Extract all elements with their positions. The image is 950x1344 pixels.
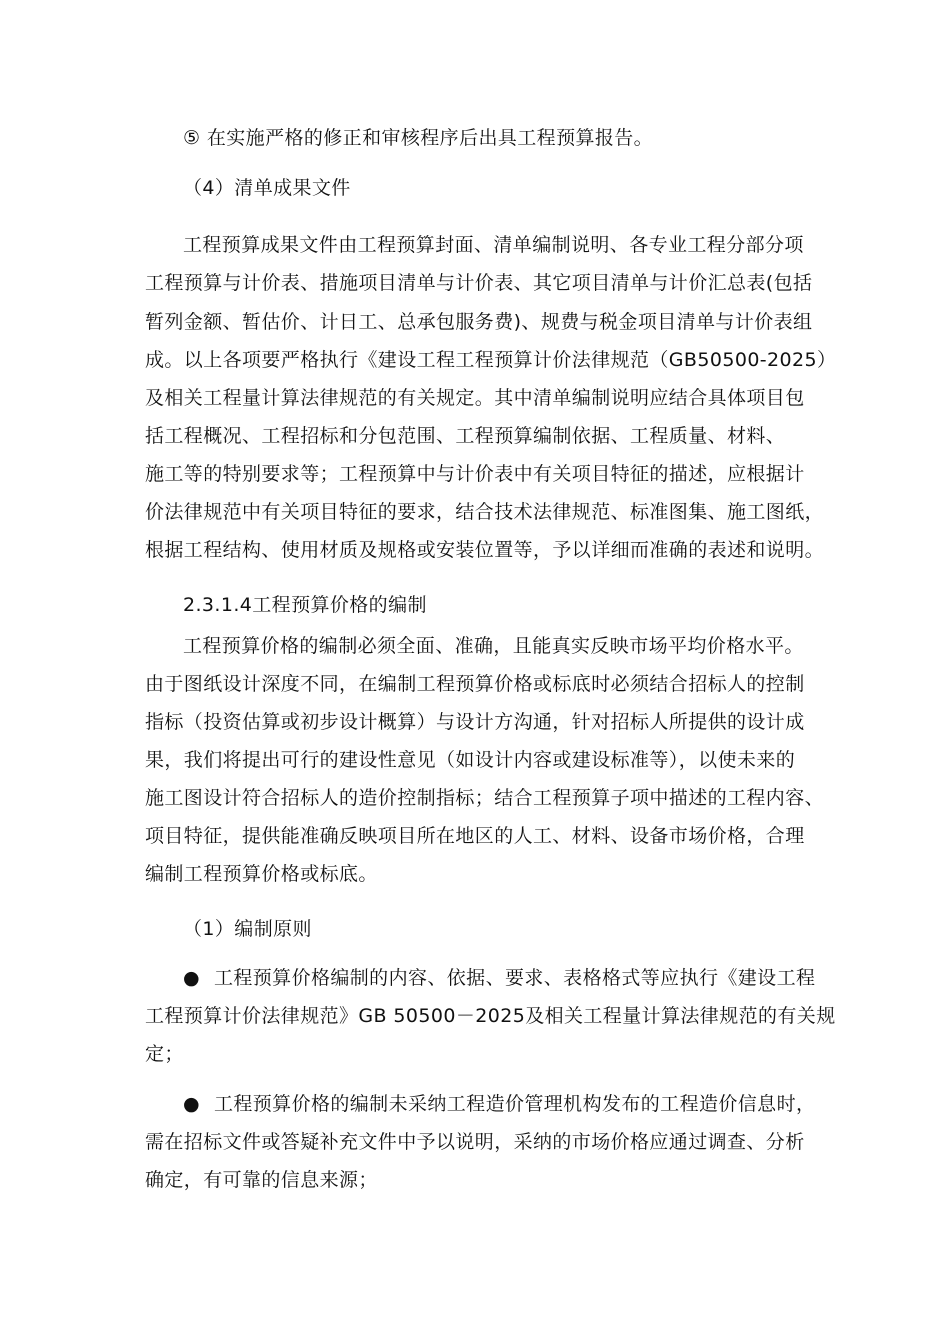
sub-1-heading: （1）编制原则 [183,918,312,940]
paragraph-line: 由于图纸设计深度不同，在编制工程预算价格或标底时必须结合招标人的控制 [145,673,805,695]
paragraph-line: 需在招标文件或答疑补充文件中予以说明，采纳的市场价格应通过调查、分析 [145,1131,805,1153]
section-4-heading: （4）清单成果文件 [183,177,351,199]
paragraph-line: 项目特征，提供能准确反映项目所在地区的人工、材料、设备市场价格，合理 [145,825,805,847]
paragraph-line: 及相关工程量计算法律规范的有关规定。其中清单编制说明应结合具体项目包 [145,387,805,409]
bullet-icon: ● [183,1093,200,1115]
paragraph-line: 编制工程预算价格或标底。 [145,863,378,885]
paragraph-line: 工程预算成果文件由工程预算封面、清单编制说明、各专业工程分部分项 [183,234,804,256]
paragraph-line: 工程预算与计价表、措施项目清单与计价表、其它项目清单与计价汇总表(包括 [145,272,813,294]
section-2314-heading: 2.3.1.4工程预算价格的编制 [183,594,427,616]
bullet-icon: ● [183,967,200,989]
paragraph-line: 成。以上各项要严格执行《建设工程工程预算计价法律规范（GB50500-2025） [145,349,837,371]
paragraph-line: 价法律规范中有关项目特征的要求，结合技术法律规范、标准图集、施工图纸， [145,501,825,523]
paragraph-line: 根据工程结构、使用材质及规格或安装位置等，予以详细而准确的表述和说明。 [145,539,825,561]
paragraph-line: 施工等的特别要求等；工程预算中与计价表中有关项目特征的描述，应根据计 [145,463,805,485]
bullet-text: 工程预算价格的编制未采纳工程造价管理机构发布的工程造价信息时， [213,1093,816,1115]
paragraph-line: 工程预算计价法律规范》GB 50500－2025及相关工程量计算法律规范的有关规 [145,1005,836,1027]
item-5-line: ⑤ 在实施严格的修正和审核程序后出具工程预算报告。 [183,127,654,149]
bullet-text: 工程预算价格编制的内容、依据、要求、表格格式等应执行《建设工程 [213,967,816,989]
bullet-first-line [183,966,815,990]
paragraph-line: 施工图设计符合招标人的造价控制指标；结合工程预算子项中描述的工程内容、 [145,787,825,809]
paragraph-line: 指标（投资估算或初步设计概算）与设计方沟通，针对招标人所提供的设计成 [145,711,805,733]
paragraph-line: 暂列金额、暂估价、计日工、总承包服务费)、规费与税金项目清单与计价表组 [145,311,813,333]
paragraph-line: 定； [145,1043,184,1065]
paragraph-line: 果，我们将提出可行的建设性意见（如设计内容或建设标准等），以使未来的 [145,749,796,771]
paragraph-line: 确定，有可靠的信息来源； [145,1169,378,1191]
bullet-first-line [183,1092,815,1116]
paragraph-line: 工程预算价格的编制必须全面、准确，且能真实反映市场平均价格水平。 [183,635,804,657]
paragraph-line: 括工程概况、工程招标和分包范围、工程预算编制依据、工程质量、材料、 [145,425,786,447]
